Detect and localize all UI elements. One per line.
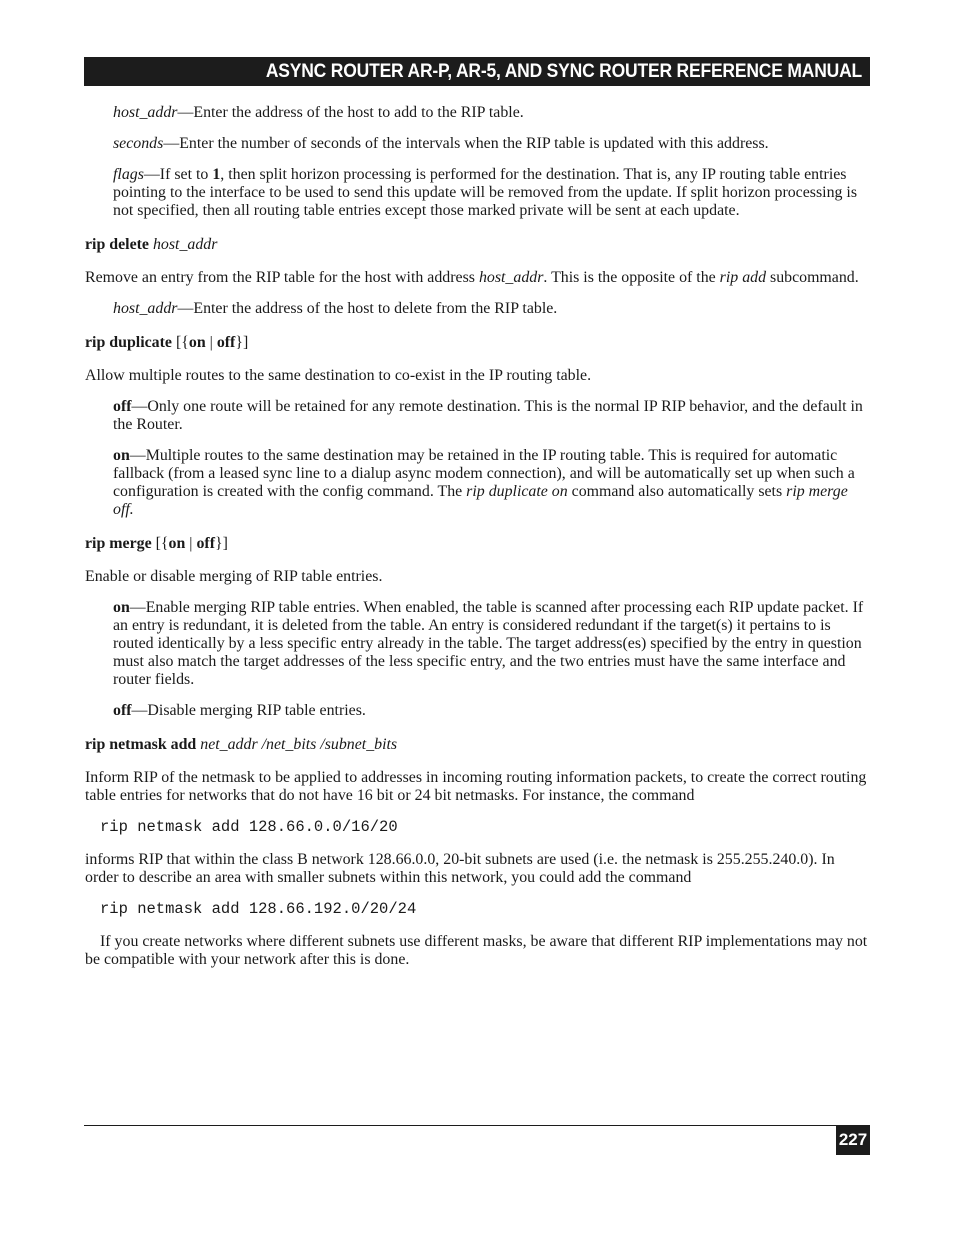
text-span: rip duplicate on (466, 483, 568, 500)
param-value: 1 (212, 166, 221, 183)
rip-merge-description: Enable or disable merging of RIP table entries. (85, 568, 383, 585)
param-host-addr (85, 104, 870, 122)
code-example-1: rip netmask add 128.66.0.0/16/20 (100, 818, 398, 836)
param-desc: command also automatically sets (567, 483, 787, 500)
text-span: rip merge off. (113, 483, 848, 518)
param-delete-host-addr (85, 300, 870, 318)
command-arg: net_addr /net_bits /subnet_bits (200, 736, 398, 753)
page-number: 227 (836, 1125, 870, 1155)
command-rip-netmask-add (85, 736, 870, 754)
param-term: seconds (113, 135, 164, 152)
rip-netmask-note: If you create networks where different subnets use different masks, be aware that different RIP implementations may not be compatible with your network after this is done. (85, 933, 868, 968)
rip-duplicate-description: Allow multiple routes to the same destination to co-exist in the IP routing table. (85, 367, 592, 384)
param-term: off (113, 702, 132, 719)
param-merge-off (85, 702, 870, 720)
manual-title: ASYNC ROUTER AR-P, AR-5, AND SYNC ROUTER REFERENCE MANUAL (265, 61, 862, 82)
command-name: rip netmask add (85, 736, 197, 753)
option-off: off (196, 535, 215, 552)
command-arg: host_addr (152, 236, 218, 253)
command-rip-duplicate (85, 334, 870, 352)
code-example-2: rip netmask add 128.66.192.0/20/24 (100, 900, 417, 918)
text-span: . This is the opposite of the (543, 269, 720, 286)
rip-netmask-explanation: informs RIP that within the class B network 128.66.0.0, 20-bit subnets are used (i.e. the netmask is 255.255.240.0). In order to describe an area with smaller subnets within this network, you could add the command (85, 851, 835, 886)
param-desc: —Enable merging RIP table entries. When enabled, the table is scanned after processing each RIP update packet. If an entry is redundant, it is deleted from the table. An entry is considered redundant if the target(s) it pertains to is routed identically by a less specific entry already in the table. The target address(es) specified by the entry in question must also match the target addresses of the less specific entry, and the two entries must have the same interface and router fields. (113, 599, 864, 688)
param-term: flags (113, 166, 144, 183)
option-on: on (188, 334, 206, 351)
param-term: host_addr (113, 300, 178, 317)
param-duplicate-on (85, 447, 870, 519)
param-seconds (85, 135, 870, 153)
param-term: on (113, 447, 130, 464)
param-merge-on (85, 599, 870, 689)
param-term: off (113, 398, 132, 415)
param-duplicate-off (85, 398, 870, 434)
param-desc: —If set to (143, 166, 213, 183)
command-rip-merge (85, 535, 870, 553)
syntax: [{ (151, 535, 169, 552)
command-name: rip delete (85, 236, 149, 253)
syntax: | (185, 535, 197, 552)
text-span: rip add (719, 269, 767, 286)
param-desc: —Disable merging RIP table entries. (131, 702, 366, 719)
syntax: }] (215, 535, 228, 552)
page-body (85, 104, 870, 982)
param-term: host_addr (113, 104, 178, 121)
param-term: on (113, 599, 130, 616)
text-span: subcommand. (766, 269, 859, 286)
rip-netmask-description: Inform RIP of the netmask to be applied to addresses in incoming routing information packets, to create the correct routing table entries for networks that do not have 16 bit or 24 bit netmasks. For instance, the command (85, 769, 867, 804)
footer-rule (84, 1125, 870, 1126)
rip-delete-description (85, 269, 870, 287)
syntax: | (205, 334, 217, 351)
param-desc: —Multiple routes to the same destination may be retained in the IP routing table. This is required for automatic fallback (from a leased sync line to a dialup async modem connection), and will be automatically set up when such a configuration is created with the config command. The (113, 447, 855, 500)
command-name: rip duplicate (85, 334, 172, 351)
param-desc: —Enter the address of the host to add to the RIP table. (177, 104, 524, 121)
syntax: [{ (171, 334, 189, 351)
param-flags (85, 166, 870, 220)
command-name: rip merge (85, 535, 152, 552)
param-desc: —Enter the address of the host to delete from the RIP table. (177, 300, 558, 317)
page-header (84, 57, 870, 86)
param-desc: , then split horizon processing is performed for the destination. That is, any IP routing table entries pointing to the interface to be used to send this update will be removed from the update. If split horizon processing is not specified, then all routing table entries except those marked private will be sent at each update. (113, 166, 858, 219)
param-desc: —Only one route will be retained for any remote destination. This is the normal IP RIP behavior, and the default in the Router. (113, 398, 863, 433)
text-span: Remove an entry from the RIP table for the host with address (85, 269, 479, 286)
option-on: on (168, 535, 186, 552)
command-rip-delete (85, 236, 870, 254)
param-desc: —Enter the number of seconds of the intervals when the RIP table is updated with this address. (163, 135, 769, 152)
syntax: }] (235, 334, 249, 351)
text-span: host_addr (478, 269, 544, 286)
option-off: off (216, 334, 236, 351)
